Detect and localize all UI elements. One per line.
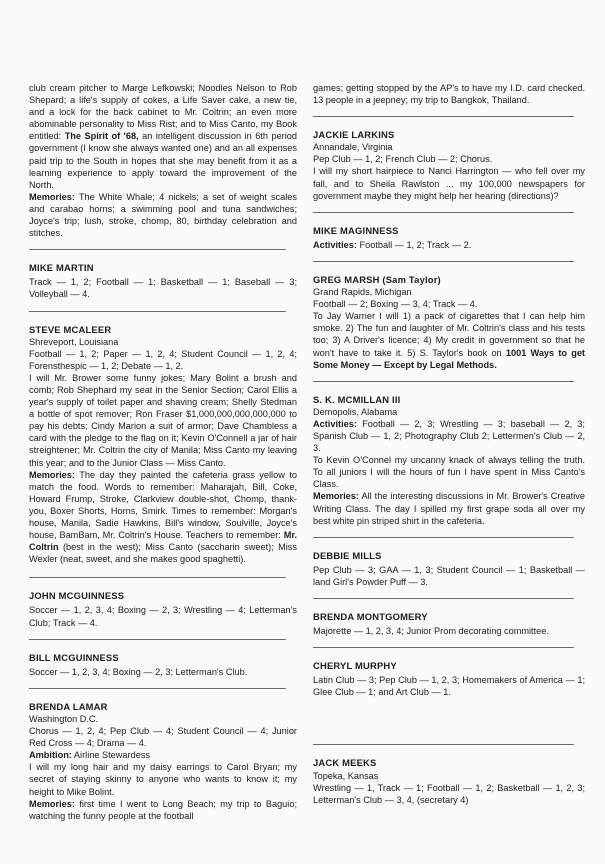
body-text: I will my short hairpiece to Nanci Harrington — who fell over my fall, and to Sheila Rawlston ... my 100,000 newspapers for government maybe they might help her hearing (directions)?: [313, 166, 585, 201]
entry-continued: [313, 82, 585, 106]
emphasis-text: Mr. Coltrin: [29, 530, 297, 553]
section-divider: [313, 744, 574, 745]
entry-steve-mcaleer: [29, 311, 297, 566]
entry-debbie-mills: [313, 537, 585, 588]
entry-paragraph: [29, 666, 297, 678]
entry-paragraph: [29, 348, 297, 372]
entry-paragraph: [313, 782, 585, 806]
entry-paragraph: [313, 564, 585, 588]
emphasis-text: 1001 Ways to get Some Money — Except by Legal Methods.: [313, 347, 585, 370]
body-text: games; getting stopped by the AP's to have my I.D. card checked. 13 people in a jeepney; my trip to Bangkok, Thailand.: [313, 83, 585, 106]
body-text: Airline Stewardess: [71, 750, 151, 761]
body-text: To Kevin O'Connel my uncanny knack of always telling the truth. To all juniors I will the hours of fun I have spent in Miss Canto's Class.: [313, 455, 585, 490]
student-name: CHERYL MURPHY: [313, 660, 397, 672]
left-column: [29, 82, 297, 822]
body-text: an intelligent discussion in 6th period government (I know she always wanted one) and an all expenses paid trip to the South in hopes that she may benefit from it as a learning experience to apply toward the improvement of the North.: [29, 131, 297, 190]
section-divider: [313, 647, 574, 648]
entry-brenda-montgomery: [313, 598, 585, 637]
body-text: Latin Club — 3; Pep Club — 1, 2, 3; Homemakers of America — 1; Glee Club — 1; and Art Club — 1.: [313, 675, 585, 698]
entry-sk-mcmillan: [313, 381, 585, 527]
entry-paragraph: [313, 454, 585, 490]
entry-paragraph: [313, 674, 585, 698]
body-text: The White Whale; 4 nickels; a set of weight scales and carabao horns; a swimming pool and tuna sandwiches; Joyce's trip; lush, stroke, chomp, 80, birthday celebration and stitches.: [29, 191, 297, 239]
entry-paragraph: [313, 298, 585, 310]
student-name: BRENDA MONTGOMERY: [313, 611, 428, 622]
student-name: GREG MARSH (Sam Taylor): [313, 273, 441, 285]
student-name: BRENDA LAMAR: [29, 700, 108, 712]
entry-mike-maginness: [313, 212, 585, 251]
entry-paragraph: [29, 761, 297, 797]
student-name: JOHN MCGUINNESS: [29, 590, 125, 602]
section-divider: [313, 212, 574, 213]
entry-paragraph: [29, 604, 297, 628]
body-text: Football — 2; Boxing — 3, 4; Track — 4.: [313, 299, 478, 310]
emphasis-text: Activities:: [313, 418, 357, 429]
body-text: Wrestling — 1, Track — 1; Football — 1, 2; Basketball — 1, 2, 3; Letterman's Club — 3, 4, (secretary 4): [313, 782, 585, 805]
entry-bill-mcguinness: [29, 639, 297, 678]
student-name: JACK MEEKS: [313, 757, 377, 769]
section-divider: [313, 537, 574, 538]
body-text: I will Mr. Brower some funny jokes; Mary Bolint a brush and comb; Rob Shephard my seat in the Senior Section; Carol Ellis a year's supply of toilet paper and shaving cream; Shelly Stedman a bottle of spot remover; Ron Fraser $1,000,000,000,000,000 to pay his debts; Cindy Marion a suit of armor; Dave Chambless a card with the pledge to the flag on it; Kevin O'Connell a jar of hair streightener; Mr. Coltrin the city of Manila; Miss Canto my leaving this year; and to the Junior Class — Miss Canto.: [29, 372, 297, 468]
body-text: Football — 1, 2; Track — 2.: [356, 239, 472, 250]
hometown: Annandale, Virginia: [313, 142, 393, 153]
emphasis-text: Memories:: [313, 491, 359, 502]
body-text: Soccer — 1, 2, 3, 4; Boxing — 2, 3; Wrestling — 4; Letterman's Club; Track — 4.: [29, 605, 297, 628]
student-name: DEBBIE MILLS: [313, 549, 382, 561]
body-text: The day they painted the cafeteria grass yellow to match the food. Words to remember: Maharajah, Bill, Coke, Howard Frump, Stroke, Clarkview double-shot, Chomp, thank-you, Boxer Shorts, Horns, Smirk. Times to remember: Morgan's house, Manila, Sadie Hawkins, Bill's window, Soulville, Joyce's house, BamBam, Mr. Coltrin's House. Teachers to remember:: [29, 469, 297, 541]
section-divider: [313, 598, 574, 599]
body-text: Track — 1, 2; Football — 1; Basketball — 1; Baseball — 3; Volleyball — 4.: [29, 277, 297, 300]
entry-mike-martin: [29, 249, 297, 300]
section-divider: [29, 249, 286, 250]
entry-paragraph: [29, 191, 297, 239]
entry-paragraph: [313, 490, 585, 526]
body-text: first time I went to Long Beach; my trip to Baguio; watching the funny people at the football: [29, 798, 297, 821]
section-divider: [313, 116, 574, 117]
hometown: Shreveport, Louisiana: [29, 336, 119, 347]
section-divider: [29, 311, 286, 312]
section-divider: [313, 381, 574, 382]
entry-paragraph: [313, 418, 585, 454]
emphasis-text: Memories:: [29, 191, 75, 202]
body-text: I will my long hair and my daisy earrings to Carol Bryan; my secret of staying skinny to anyone who wants to know it; my height to Mike Bolint.: [29, 762, 297, 797]
body-text: Football — 1, 2; Paper — 1, 2, 4; Student Council — 1, 2, 4; Forensthespic — 1, 2; Debate — 1, 2.: [29, 348, 297, 371]
entry-greg-marsh: [313, 261, 585, 371]
emphasis-text: Activities:: [313, 239, 357, 250]
entry-paragraph: [313, 310, 585, 370]
entry-paragraph: [313, 153, 585, 165]
entry-paragraph: [29, 82, 297, 191]
entry-paragraph: [313, 625, 585, 637]
entry-paragraph: [313, 82, 585, 106]
emphasis-text: Ambition:: [29, 750, 72, 761]
entry-brenda-lamar: [29, 688, 297, 822]
hometown: Grand Rapids, Michigan: [313, 287, 412, 298]
body-text: club cream pitcher to Marge Lefkowski; Noodles Nelson to Rob Shepard; a life's supply of cokes, a Life Saver cake, a new tie, and a lock for the back cabinet to Mr. Coltrin; an even more abominable personality to Miss Rist; and to Miss Canto, my Book entitled:: [29, 83, 297, 142]
body-text: To Jay Warner I will 1) a pack of cigarettes that I can help him smoke. 2) The fun and laughter of Mr. Coltrin's class and his tests too; 3) A Driver's licence; 4) My credit in government so that he won't have to take it. 5) S. Taylor's book on: [313, 311, 585, 358]
student-name: S. K. MCMILLAN III: [313, 393, 401, 405]
hometown: Topeka, Kansas: [313, 770, 379, 781]
emphasis-text: Memories:: [29, 469, 75, 480]
entry-paragraph: [313, 239, 585, 251]
entry-paragraph: [29, 469, 297, 566]
entry-intro: [29, 82, 297, 239]
body-text: All the interesting discussions in Mr. Brower's Creative Writing Class. The day I spilled my first grape soda all over my best white pin striped shirt in the cafeteria.: [313, 491, 585, 526]
student-name: MIKE MARTIN: [29, 262, 94, 274]
body-text: Majorette — 1, 2, 3, 4; Junior Prom decorating committee.: [313, 626, 549, 637]
section-divider: [29, 639, 286, 640]
entry-paragraph: [29, 372, 297, 469]
body-text: (best in the west); Miss Canto (saccharin sweet); Miss Wexler (neat, sweet, and she makes good spaghetti).: [29, 542, 297, 565]
entry-jack-meeks: [313, 744, 585, 805]
hometown: Washington D.C.: [29, 713, 99, 724]
entry-paragraph: [29, 276, 297, 300]
emphasis-text: Memories:: [29, 798, 75, 809]
section-divider: [29, 577, 286, 578]
entry-john-mcguinness: [29, 577, 297, 628]
hometown: Demopolis, Alabama: [313, 406, 398, 417]
entry-paragraph: [29, 798, 297, 822]
entry-paragraph: [29, 749, 297, 761]
student-name: STEVE MCALEER: [29, 323, 112, 335]
entry-paragraph: [29, 725, 297, 749]
student-name: JACKIE LARKINS: [313, 129, 395, 141]
entry-jackie-larkins: [313, 116, 585, 202]
right-column: [313, 82, 585, 806]
student-name: BILL MCGUINNESS: [29, 651, 119, 663]
student-name: MIKE MAGINNESS: [313, 224, 399, 236]
body-text: Pep Club — 1, 2; French Club — 2; Chorus.: [313, 154, 493, 165]
body-text: Pep Club — 3; GAA — 1, 3; Student Council — 1; Basketball — land Girl's Powder Puff — 3.: [313, 564, 585, 587]
body-text: Chorus — 1, 2, 4; Pep Club — 4; Student Council — 4; Junior Red Cross — 4; Drama — 4.: [29, 726, 297, 749]
section-divider: [313, 261, 574, 262]
body-text: Football — 2, 3; Wrestling — 3; baseball — 2, 3; Spanish Club — 1, 2; Photography Club 2; Lettermen's Club — 2, 3.: [313, 418, 585, 454]
entry-cheryl-murphy: [313, 647, 585, 698]
entry-paragraph: [313, 165, 585, 201]
body-text: Soccer — 1, 2, 3, 4; Boxing — 2, 3; Letterman's Club.: [29, 666, 248, 677]
emphasis-text: The Spirit of '68,: [64, 131, 139, 142]
section-divider: [29, 688, 286, 689]
